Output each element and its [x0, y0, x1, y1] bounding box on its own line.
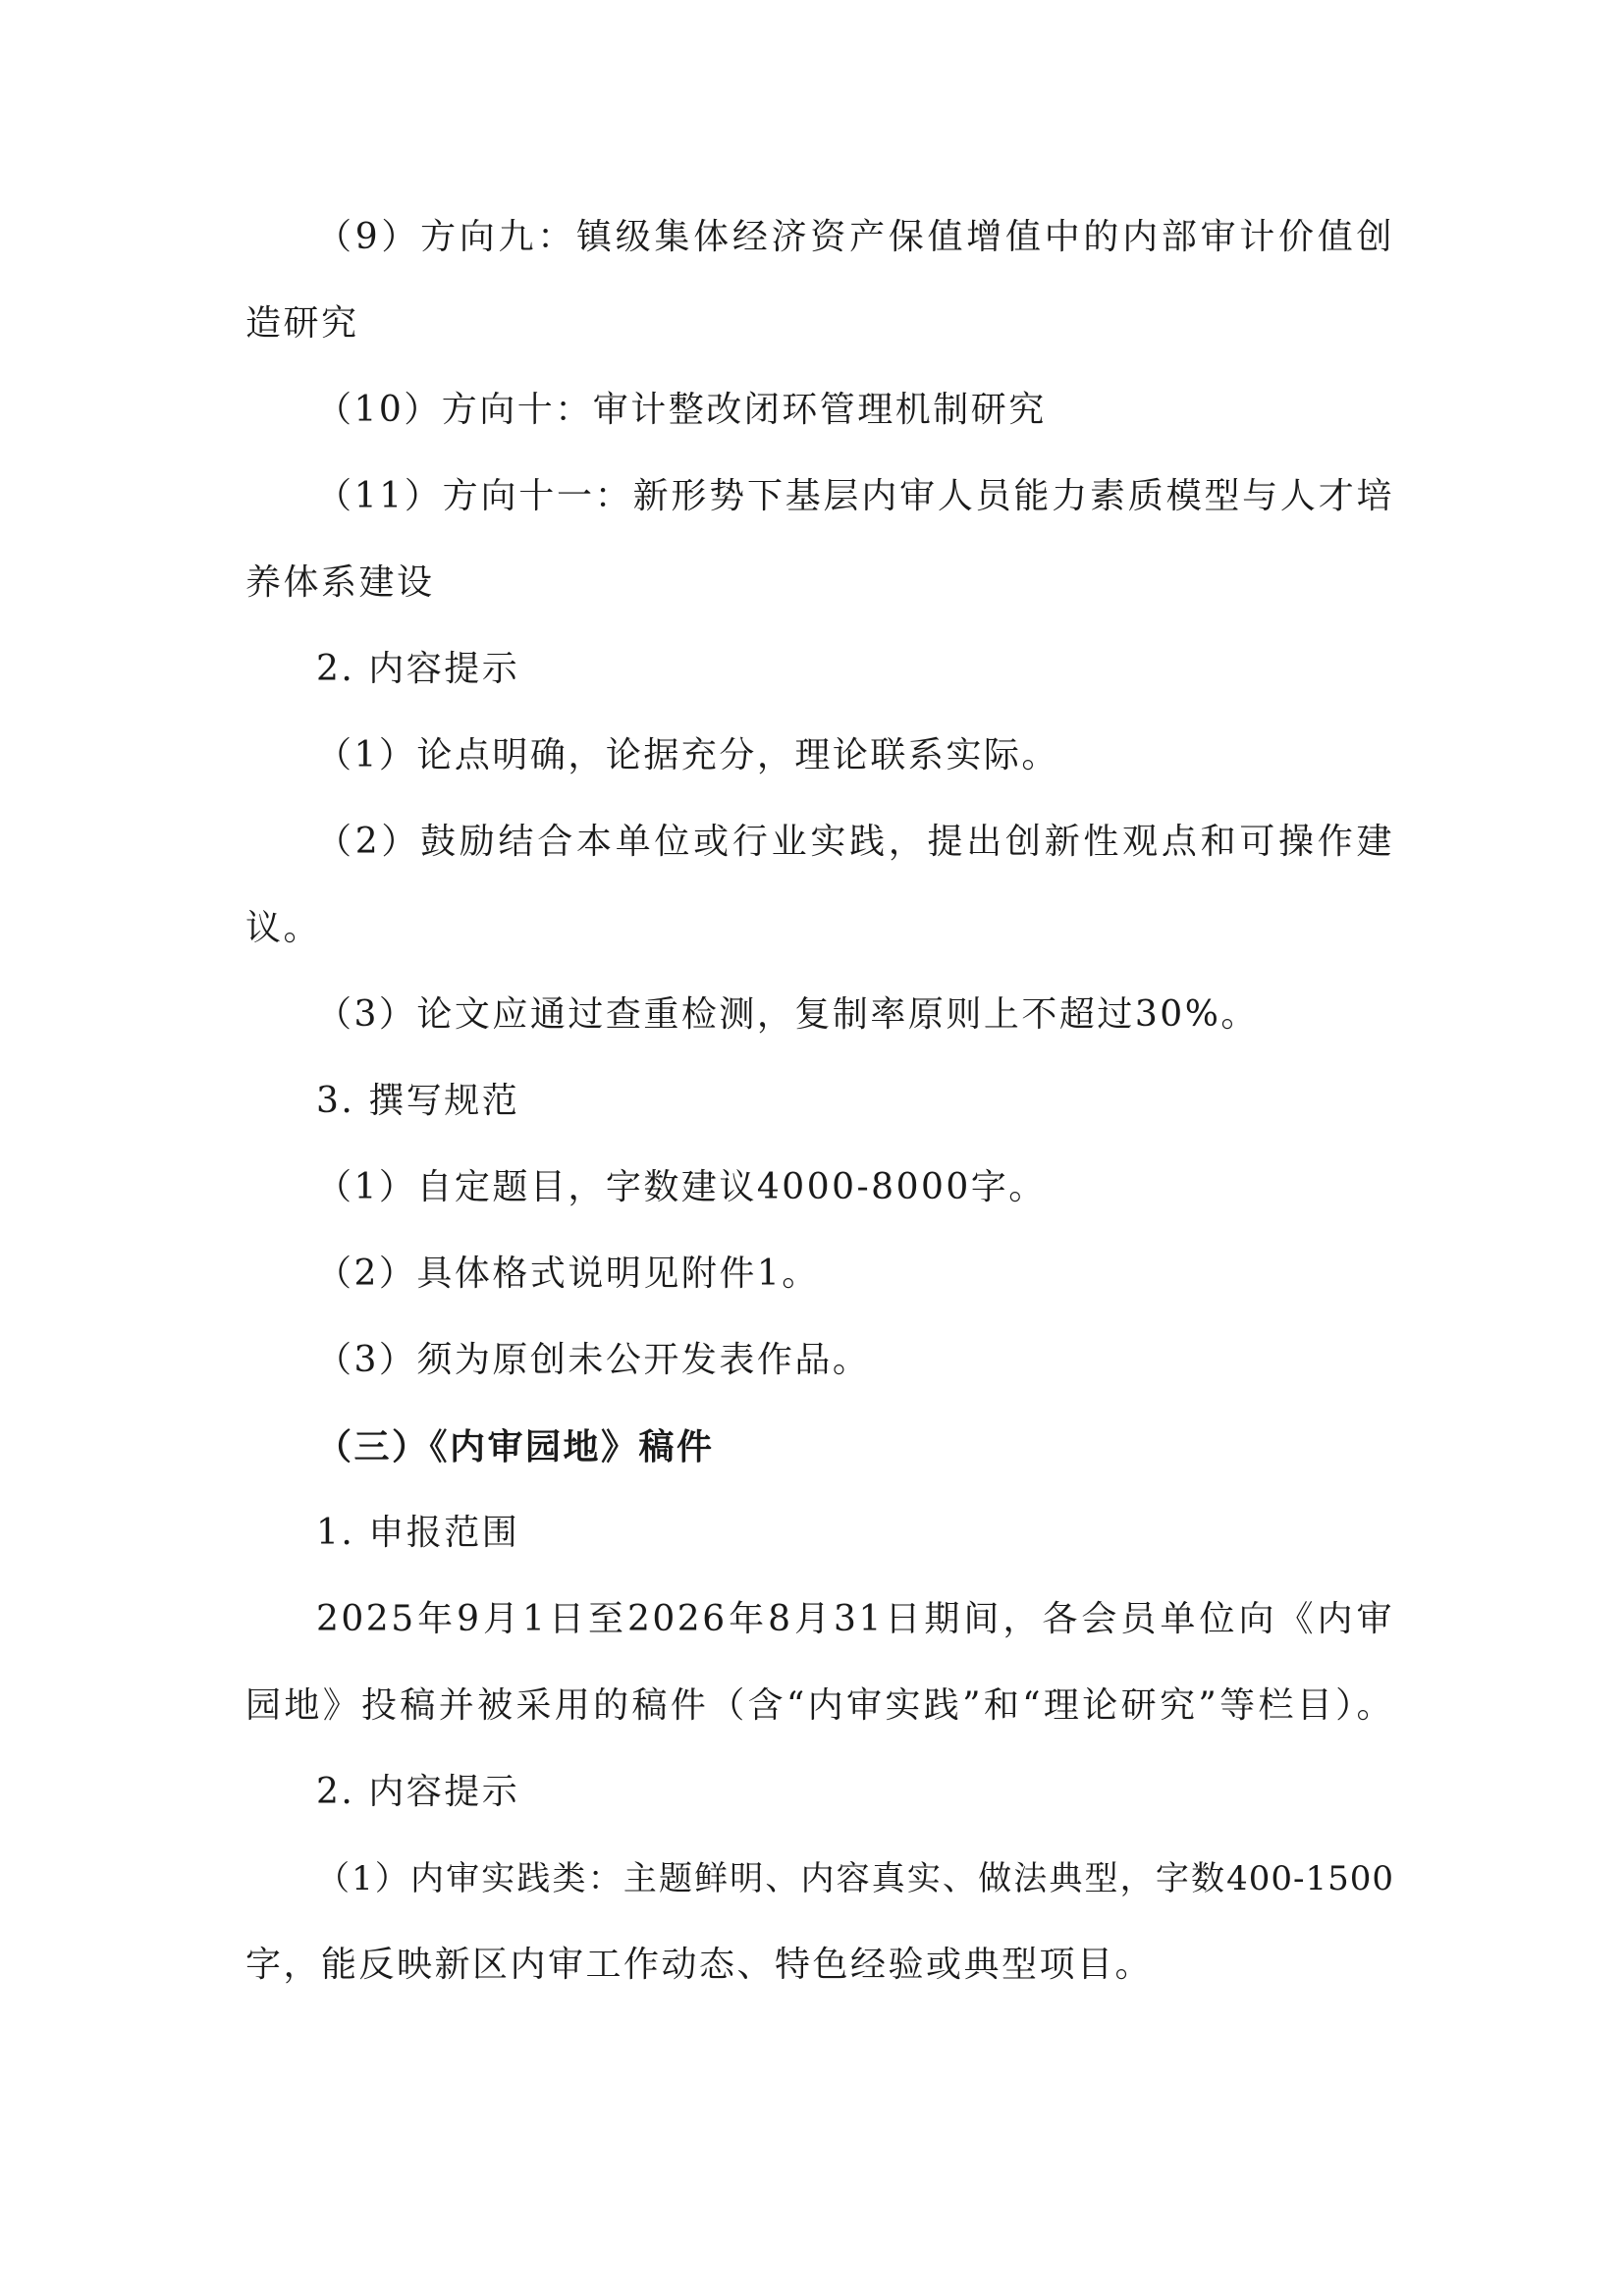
paragraph-tip-2-line-2: 议。 — [245, 908, 322, 948]
paragraph-direction-11-line-2: 养体系建设 — [245, 562, 435, 603]
heading-content-tips: 2. 内容提示 — [316, 649, 520, 689]
paragraph-practice-line-1: （1）内审实践类：主题鲜明、内容真实、做法典型，字数400-1500 — [316, 1859, 1394, 1898]
paragraph-direction-9-line-1: （9）方向九：镇级集体经济资产保值增值中的内部审计价值创 — [316, 217, 1394, 257]
paragraph-practice-line-2: 字，能反映新区内审工作动态、特色经验或典型项目。 — [245, 1945, 1154, 1985]
paragraph-scope-line-2: 园地》投稿并被采用的稿件（含“内审实践”和“理论研究”等栏目）。 — [245, 1685, 1394, 1726]
paragraph-standard-2: （2）具体格式说明见附件1。 — [316, 1254, 820, 1294]
heading-content-tips-2: 2. 内容提示 — [316, 1772, 520, 1812]
paragraph-direction-9-line-2: 造研究 — [245, 303, 359, 344]
paragraph-direction-11-line-1: （11）方向十一：新形势下基层内审人员能力素质模型与人才培 — [316, 476, 1394, 516]
paragraph-tip-2-line-1: （2）鼓励结合本单位或行业实践，提出创新性观点和可操作建 — [316, 822, 1394, 862]
heading-writing-standards: 3. 撰写规范 — [316, 1081, 520, 1121]
paragraph-standard-3: （3）须为原创未公开发表作品。 — [316, 1340, 871, 1380]
paragraph-tip-1: （1）论点明确，论据充分，理论联系实际。 — [316, 735, 1059, 775]
paragraph-direction-10: （10）方向十：审计整改闭环管理机制研究 — [316, 390, 1047, 430]
heading-submission-scope: 1. 申报范围 — [316, 1513, 520, 1553]
paragraph-tip-3: （3）论文应通过查重检测，复制率原则上不超过30%。 — [316, 994, 1259, 1035]
paragraph-standard-1: （1）自定题目，字数建议4000-8000字。 — [316, 1167, 1047, 1207]
paragraph-scope-line-1: 2025年9月1日至2026年8月31日期间，各会员单位向《内审 — [316, 1599, 1394, 1639]
section-heading-neishen-yuandi: （三）《内审园地》稿件 — [316, 1426, 715, 1468]
